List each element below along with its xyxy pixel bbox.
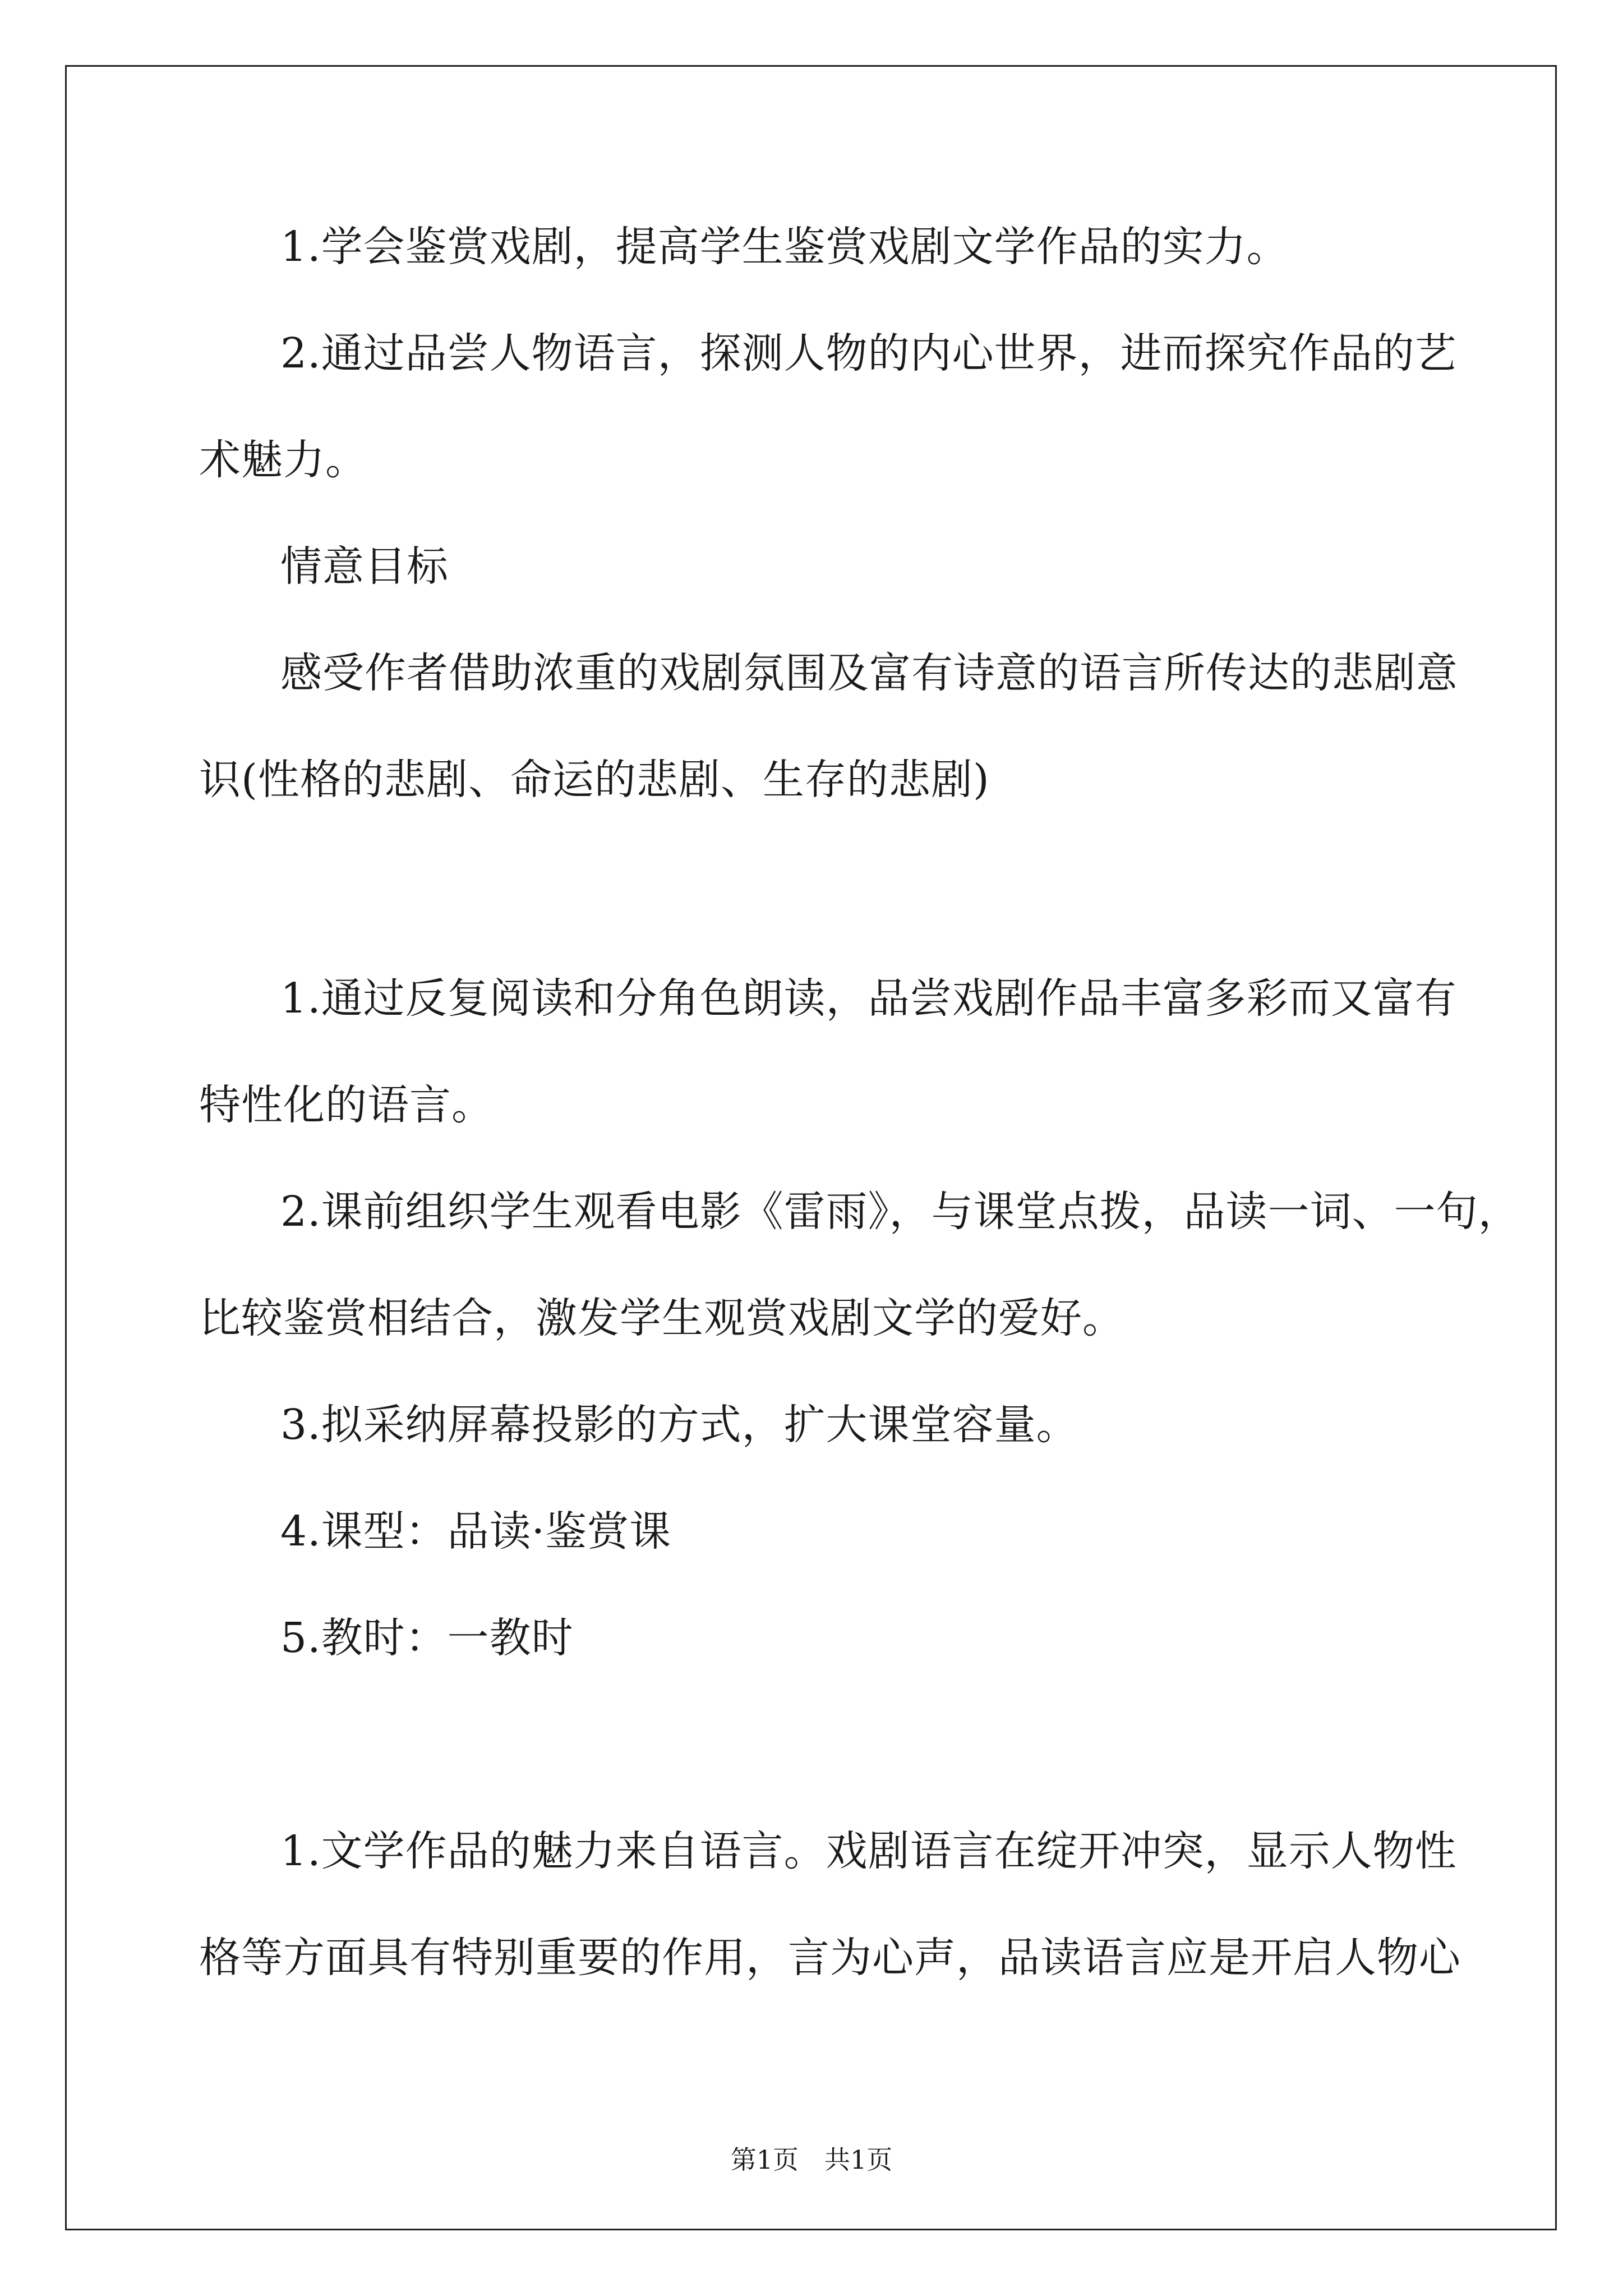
text-line: 比较鉴赏相结合，激发学生观赏戏剧文学的爱好。: [199, 1294, 1124, 1342]
text-line: 1.学会鉴赏戏剧，提高学生鉴赏戏剧文学作品的实力。: [280, 223, 1289, 271]
text-line: 1.通过反复阅读和分角色朗读，品尝戏剧作品丰富多彩而又富有: [280, 974, 1457, 1023]
text-line: 感受作者借助浓重的戏剧氛围及富有诗意的语言所传达的悲剧意: [280, 649, 1458, 697]
page-footer: 第1页 共1页: [730, 2145, 893, 2175]
text-line: 格等方面具有特别重要的作用，言为心声，品读语言应是开启人物心: [199, 1934, 1461, 1982]
text-line: 特性化的语言。: [199, 1081, 494, 1129]
text-line: 2.课前组织学生观看电影《雷雨》，与课堂点拨，品读一词、一句，: [280, 1188, 1520, 1236]
text-line: 3.拟采纳屏幕投影的方式，扩大课堂容量。: [280, 1401, 1078, 1449]
text-line: 2.通过品尝人物语言，探测人物的内心世界，进而探究作品的艺: [280, 329, 1457, 378]
text-line: 术魅力。: [199, 436, 367, 484]
page-frame: [65, 65, 1557, 2230]
section-heading: 情意目标: [280, 542, 449, 591]
text-line: 1.文学作品的魅力来自语言。戏剧语言在绽开冲突，显示人物性: [280, 1827, 1457, 1875]
text-line: 4.课型：品读·鉴赏课: [280, 1507, 672, 1556]
text-line: 识(性格的悲剧、命运的悲剧、生存的悲剧): [199, 756, 990, 804]
text-line: 5.教时：一教时: [280, 1614, 574, 1662]
